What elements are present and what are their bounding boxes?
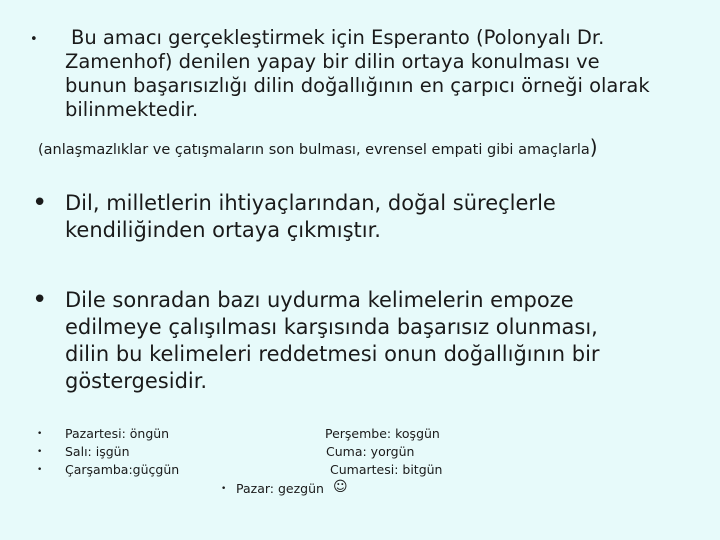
text-line: Zamenhof) denilen yapay bir dilin ortaya konulması ve: [65, 50, 600, 73]
bullet-dot: •: [37, 447, 43, 457]
day-saturday: Cumartesi: bitgün: [330, 462, 443, 477]
bullet-dot: •: [32, 188, 48, 218]
text-line: göstergesidir.: [65, 369, 208, 393]
bullet-natural-language-text: [65, 190, 685, 244]
text-line: bunun başarısızlığı dilin doğallığının en çarpıcı örneği olarak: [65, 74, 650, 97]
text-line: bilinmektedir.: [65, 98, 199, 121]
text-line: dilin bu kelimeleri reddetmesi onun doğallığının bir: [65, 342, 600, 366]
bullet-esperanto-text: [65, 26, 685, 122]
text-line: edilmeye çalışılması karşısında başarısız olunması,: [65, 315, 598, 339]
smiley-icon: ☺: [333, 479, 348, 495]
day-monday: Pazartesi: öngün: [65, 426, 170, 441]
text-line: kendiliğinden ortaya çıkmıştır.: [65, 218, 381, 242]
bullet-dot: •: [37, 429, 43, 439]
text-line: Bu amacı gerçekleştirmek için Esperanto (Polonyalı Dr.: [71, 26, 605, 49]
day-thursday: Perşembe: koşgün: [325, 426, 440, 441]
day-friday: Cuma: yorgün: [326, 444, 415, 459]
day-tuesday: Salı: işgün: [65, 444, 130, 459]
note-text: (anlaşmazlıklar ve çatışmaların son bulması, evrensel empati gibi amaçlarla: [38, 142, 590, 158]
text-line: Dil, milletlerin ihtiyaçlarından, doğal süreçlerle: [65, 191, 556, 215]
day-wednesday: Çarşamba:güçgün: [65, 462, 180, 477]
bullet-invented-words-text: [65, 287, 685, 395]
note-close-paren: ): [589, 135, 598, 159]
bullet-dot: •: [30, 32, 38, 47]
day-sunday: Pazar: gezgün: [236, 481, 324, 496]
parenthetical-note: [38, 135, 598, 159]
bullet-dot: •: [32, 285, 48, 315]
bullet-dot: •: [37, 465, 43, 475]
bullet-dot: •: [221, 484, 227, 494]
text-line: Dile sonradan bazı uydurma kelimelerin empoze: [65, 288, 574, 312]
